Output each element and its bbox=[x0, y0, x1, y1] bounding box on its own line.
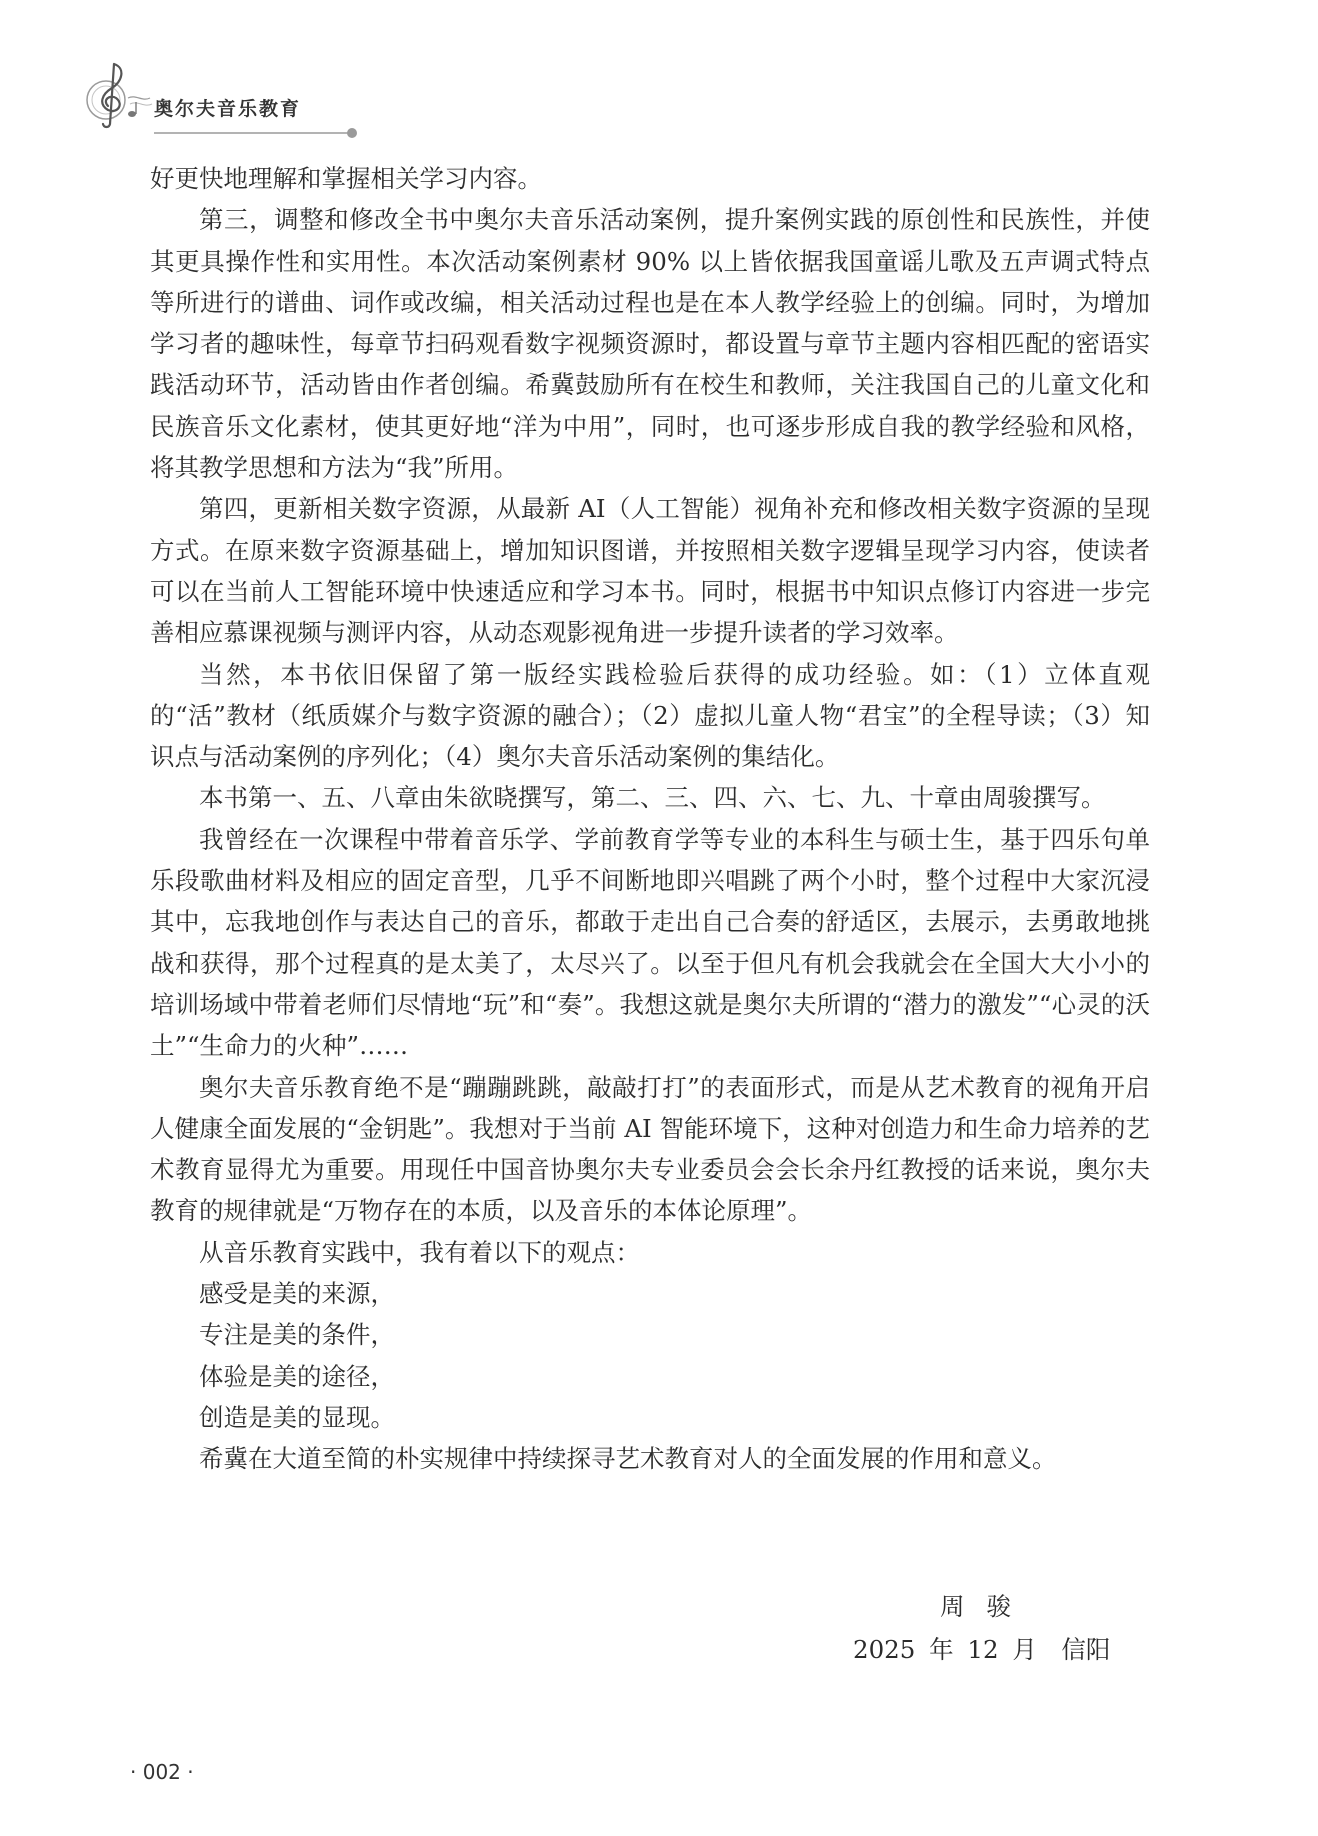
body-text bbox=[150, 158, 1150, 1480]
paragraph: 好更快地理解和掌握相关学习内容。 bbox=[150, 164, 542, 193]
paragraph: 第三，调整和修改全书中奥尔夫音乐活动案例，提升案例实践的原创性和民族性，并使其更具操作性和实用性。本次活动案例素材 90% 以上皆依据我国童谣儿歌及五声调式特点等所进行的谱曲、词作或改编，相关活动过程也是在本人教学经验上的创编。同时，为增加学习者的趣味性，每章节扫码观看数字视频资源时，都设置与章节主题内容相匹配的密语实践活动环节，活动皆由作者创编。希冀鼓励所有在校生和教师，关注我国自己的儿童文化和民族音乐文化素材，使其更好地“洋为中用”，同时，也可逐步形成自我的教学经验和风格，将其教学思想和方法为“我”所用。 bbox=[150, 205, 1150, 483]
paragraph: 创造是美的显现。 bbox=[199, 1402, 395, 1432]
treble-clef-icon bbox=[84, 58, 164, 130]
paragraph: 从音乐教育实践中，我有着以下的观点： bbox=[199, 1237, 640, 1267]
paragraph: 当然，本书依旧保留了第一版经实践检验后获得的成功经验。如：（1）立体直观的“活”教材（纸质媒介与数字资源的融合）；（2）虚拟儿童人物“君宝”的全程导读；（3）知识点与活动案例的序列化；（4）奥尔夫音乐活动案例的集结化。 bbox=[150, 659, 1150, 772]
page-number: · 002 · bbox=[130, 1760, 194, 1784]
paragraph: 希冀在大道至简的朴实规律中持续探寻艺术教育对人的全面发展的作用和意义。 bbox=[199, 1444, 1057, 1474]
paragraph: 专注是美的条件， bbox=[199, 1320, 395, 1350]
author-name: 周骏 bbox=[940, 1592, 1033, 1621]
paragraph: 感受是美的来源， bbox=[199, 1279, 395, 1309]
paragraph: 第四，更新相关数字资源，从最新 AI（人工智能）视角补充和修改相关数字资源的呈现方式。在原来数字资源基础上，增加知识图谱，并按照相关数字逻辑呈现学习内容，使读者可以在当前人工智能环境中快速适应和学习本书。同时，根据书中知识点修订内容进一步完善相应慕课视频与测评内容，从动态观影视角进一步提升读者的学习效率。 bbox=[150, 494, 1150, 648]
paragraph: 本书第一、五、八章由朱欲晓撰写，第二、三、四、六、七、九、十章由周骏撰写。 bbox=[199, 783, 1106, 813]
paragraph: 体验是美的途径， bbox=[199, 1361, 395, 1391]
paragraph: 我曾经在一次课程中带着音乐学、学前教育学等专业的本科生与硕士生，基于四乐句单乐段歌曲材料及相应的固定音型，几乎不间断地即兴唱跳了两个小时，整个过程中大家沉浸其中，忘我地创作与表达自己的音乐，都敢于走出自己合奏的舒适区，去展示，去勇敢地挑战和获得，那个过程真的是太美了，太尽兴了。以至于但凡有机会我就会在全国大大小小的培训场域中带着老师们尽情地“玩”和“奏”。我想这就是奥尔夫所谓的“潜力的激发”“心灵的沃土”“生命力的火种”…… bbox=[150, 824, 1150, 1061]
running-header bbox=[84, 44, 374, 134]
header-rule bbox=[154, 126, 359, 140]
paragraph: 奥尔夫音乐教育绝不是“蹦蹦跳跳，敲敲打打”的表面形式，而是从艺术教育的视角开启人健康全面发展的“金钥匙”。我想对于当前 AI 智能环境下，这种对创造力和生命力培养的艺术教育显得尤为重要。用现任中国音协奥尔夫专业委员会会长余丹红教授的话来说，奥尔夫教育的规律就是“万物存在的本质，以及音乐的本体论原理”。 bbox=[150, 1072, 1150, 1226]
date-place: 2025 年 12 月 信阳 bbox=[853, 1635, 1111, 1664]
header-title: 奥尔夫音乐教育 bbox=[154, 98, 302, 120]
